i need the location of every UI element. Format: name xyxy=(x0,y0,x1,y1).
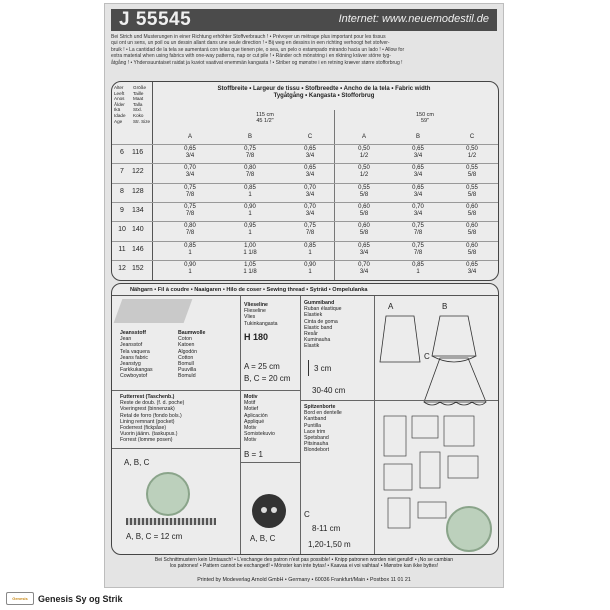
yardage-cell xyxy=(344,204,384,218)
yards-value: 1 xyxy=(248,230,252,237)
yardage-cell xyxy=(230,223,270,237)
printer-info: Printed by Modeverlag Arnold GmbH • Germany • 60036 Frankfurt/Main • Postbox 11 01 21 xyxy=(197,577,411,583)
yards-value: 5/8 xyxy=(359,230,369,237)
yards-value: 3/4 xyxy=(413,172,423,179)
yardage-cell xyxy=(452,204,492,218)
yardage-cell xyxy=(398,185,438,199)
meters-value: 0,80 xyxy=(244,165,256,172)
yards-value: 3/4 xyxy=(305,172,315,179)
motif-text: Somistekuvio xyxy=(244,431,275,438)
cotton-list xyxy=(178,330,205,380)
elastic-text: Cinta de goma xyxy=(304,318,338,325)
meters-value: 0,70 xyxy=(304,184,316,191)
motif-text: Motif xyxy=(244,400,256,407)
genesis-logo-icon: Genesis xyxy=(6,592,34,605)
cotton-name: Cotton xyxy=(178,354,194,361)
meters-value: 0,55 xyxy=(358,184,370,191)
size-value: 116 xyxy=(132,149,144,156)
interfacing-text: Vlies xyxy=(244,314,256,321)
yardage-cell xyxy=(398,204,438,218)
meters-value: 0,70 xyxy=(304,203,316,210)
notions-panel xyxy=(111,283,499,555)
intro-line: Bei Strich und Musterungen in einer Richtung erhöhter Stoffverbrauch ! • Prévoyer un métrage plus important pour les tissus xyxy=(111,34,386,40)
meters-value: 0,70 xyxy=(184,165,196,172)
yardage-cell xyxy=(170,185,210,199)
fabric-name: Jeans fabric xyxy=(120,354,148,361)
interfacing-text: Vlieseline xyxy=(244,302,268,308)
sewing-thread-title: Nähgarn • Fil à coudre • Naaigaren • Hilo de coser • Sewing thread • Syträd • Ompelulanka xyxy=(112,284,498,296)
meters-value: 0,50 xyxy=(358,165,370,172)
yardage-cell xyxy=(290,262,330,276)
lace-text: Spitzenborte xyxy=(304,404,336,410)
yardage-cell xyxy=(290,243,330,257)
meters-value: 0,65 xyxy=(358,242,370,249)
meters-value: 0,60 xyxy=(466,223,478,230)
yards-value: 1 xyxy=(308,249,312,256)
age-value: 10 xyxy=(118,226,126,234)
yards-value: 1 xyxy=(188,249,192,256)
cotton-name: Bomull xyxy=(178,361,194,368)
meters-value: 0,65 xyxy=(412,146,424,152)
yards-value: 1 1/8 xyxy=(243,268,257,275)
fabric-direction-note xyxy=(111,34,497,66)
meters-value: 0,65 xyxy=(412,184,424,191)
pattern-envelope-back xyxy=(104,3,504,588)
yards-value: 3/4 xyxy=(185,153,195,159)
meters-value: 0,90 xyxy=(184,261,196,268)
fabric-name: Jeansstoff xyxy=(120,330,146,336)
view-a-label: A xyxy=(388,302,394,311)
meters-value: 0,75 xyxy=(304,223,316,230)
size-value: 140 xyxy=(132,226,144,234)
yards-value: 5/8 xyxy=(467,172,477,179)
col-letter: C xyxy=(469,134,475,140)
elastic-text: Ruban élastique xyxy=(304,306,342,313)
fabric-name: Tela vaquera xyxy=(120,348,150,355)
fabric-name: Cowboystof xyxy=(120,373,148,380)
yardage-cell xyxy=(290,146,330,160)
size-value: 152 xyxy=(132,264,144,272)
meters-value: 0,60 xyxy=(466,242,478,249)
size-row xyxy=(112,221,498,241)
yards-value: 1 xyxy=(416,268,420,275)
view-b-label: B xyxy=(442,302,448,311)
interfacing-size-a: A = 25 cm xyxy=(244,362,280,371)
yards-value: 1/2 xyxy=(359,172,369,179)
divider xyxy=(374,400,498,401)
yards-value: 5/8 xyxy=(359,191,369,198)
divider xyxy=(240,390,300,391)
fabric-name: Farkkukangas xyxy=(120,367,153,374)
intro-line: åtgång ! • Yhdensuuntaiset raidat ja kuviot vaativat enemmän kangasta ! • Striber og mønstre i en retning kræver større stofforbrug ! xyxy=(111,59,403,66)
lace-length: 1,20-1,50 m xyxy=(308,540,351,549)
yards-value: 1 xyxy=(188,268,192,275)
meters-value: 0,60 xyxy=(358,203,370,210)
size-yardage-table xyxy=(111,81,499,281)
lining-remnant-list xyxy=(120,394,184,444)
meters-value: 0,75 xyxy=(244,146,256,152)
meters-value: 0,65 xyxy=(412,165,424,172)
meters-value: 0,60 xyxy=(466,203,478,210)
divider xyxy=(240,462,300,463)
yardage-cell xyxy=(344,185,384,199)
yards-value: 7/8 xyxy=(413,249,423,256)
yards-value: 1/2 xyxy=(467,153,477,159)
green-point-badge xyxy=(446,506,492,552)
motif-text: Aplicación xyxy=(244,412,268,419)
divider xyxy=(300,400,374,401)
lining-text: Reste de doub. (f. d. poche) xyxy=(120,400,185,407)
yards-value: 3/4 xyxy=(305,153,315,159)
fabric-name: Jean xyxy=(120,336,132,343)
meters-value: 0,65 xyxy=(184,146,196,152)
interfacing-list xyxy=(244,302,278,327)
yards-value: 7/8 xyxy=(185,191,195,198)
yardage-cell xyxy=(344,165,384,179)
yards-value: 7/8 xyxy=(185,230,195,237)
lining-text: Vuorin jäänn. (taskupus.) xyxy=(120,431,178,438)
fabric-width-title-2: Tygåtgång • Kangasta • Stofforbrug xyxy=(273,93,375,99)
yardage-cell xyxy=(452,165,492,179)
yardage-cell xyxy=(344,223,384,237)
meters-value: 0,70 xyxy=(412,203,424,210)
green-point-badge xyxy=(146,472,190,516)
lace-text: Puntilla xyxy=(304,422,322,429)
yards-value: 1/2 xyxy=(359,153,369,159)
yards-value: 3/4 xyxy=(413,210,423,217)
yardage-cell xyxy=(230,146,270,160)
elastic-list xyxy=(304,300,342,350)
skirt-sketches-icon xyxy=(374,310,498,410)
interfacing-code: H 180 xyxy=(244,332,269,342)
meters-value: 0,75 xyxy=(184,203,196,210)
yardage-cell xyxy=(230,185,270,199)
zipper-icon xyxy=(126,518,216,525)
yards-value: 7/8 xyxy=(245,172,255,179)
motif-qty: B = 1 xyxy=(244,450,263,459)
lace-text: Pitsinauha xyxy=(304,441,329,448)
size-header: Größe Taille Maat Talla Stxl. Koko Str. Size xyxy=(133,85,151,124)
meters-value: 0,75 xyxy=(184,184,196,191)
size-row xyxy=(112,163,498,183)
meters-value: 0,75 xyxy=(412,223,424,230)
cotton-name: Bomuld xyxy=(178,373,196,380)
size-value: 146 xyxy=(132,245,144,253)
yardage-cell xyxy=(290,204,330,218)
yards-value: 3/4 xyxy=(413,153,423,159)
intro-line: qui ont un sens, un poil ou un dessin allant dans une seule direction ! • Bij weg en dessins in een richting verhoogt het stofver- xyxy=(111,40,390,47)
yardage-cell xyxy=(170,223,210,237)
folded-fabric-icon xyxy=(114,299,193,323)
width-115-in: 45 1/2" xyxy=(256,118,274,124)
yards-value: 1 xyxy=(248,210,252,217)
yards-value: 7/8 xyxy=(245,153,255,159)
cotton-name: Coton xyxy=(178,336,192,343)
age-value: 8 xyxy=(120,187,124,195)
meters-value: 0,50 xyxy=(466,146,478,152)
cotton-name: Algodón xyxy=(178,348,198,355)
yards-value: 5/8 xyxy=(467,230,477,237)
yards-value: 7/8 xyxy=(185,210,195,217)
yardage-cell xyxy=(170,165,210,179)
yardage-cell xyxy=(452,223,492,237)
age-header: Alter Leeft Anos Ålder Ikä Idade Age xyxy=(114,85,126,124)
yardage-cell xyxy=(344,243,384,257)
motif-text: Appliqué xyxy=(244,418,265,425)
width-150-label xyxy=(380,112,470,124)
meters-value: 0,65 xyxy=(304,165,316,172)
width-115-label xyxy=(220,112,310,124)
elastic-text: Elastic band xyxy=(304,324,333,331)
zipper-size: A, B, C = 12 cm xyxy=(126,532,183,541)
yards-value: 5/8 xyxy=(467,210,477,217)
yards-value: 3/4 xyxy=(467,268,477,275)
meters-value: 0,55 xyxy=(466,184,478,191)
lace-text: Spetsband xyxy=(304,435,329,442)
col-letter: C xyxy=(307,134,313,140)
fabric-name: Jeansstof xyxy=(120,342,143,349)
yards-value: 5/8 xyxy=(467,249,477,256)
motif-text: Motiv xyxy=(244,394,258,400)
meters-value: 0,85 xyxy=(304,242,316,249)
meters-value: 0,90 xyxy=(304,261,316,268)
elastic-text: Resår xyxy=(304,331,318,338)
view-c-label: C xyxy=(424,352,430,361)
meters-value: 0,75 xyxy=(412,242,424,249)
interfacing-column xyxy=(240,296,301,554)
yards-value: 3/4 xyxy=(359,249,369,256)
size-value: 134 xyxy=(132,206,144,214)
elastic-length: 30-40 cm xyxy=(312,386,346,395)
lace-view: C xyxy=(304,510,310,519)
divider xyxy=(112,448,240,449)
cotton-name: Katoen xyxy=(178,342,195,349)
elastic-width-marker xyxy=(308,360,309,376)
yards-value: 1 xyxy=(308,268,312,275)
yardage-cell xyxy=(398,165,438,179)
elastic-text: Elastiek xyxy=(304,312,323,319)
size-value: 128 xyxy=(132,187,144,195)
yardage-cell xyxy=(230,165,270,179)
yardage-cell xyxy=(452,185,492,199)
meters-value: 0,70 xyxy=(358,261,370,268)
meters-value: 1,00 xyxy=(244,242,256,249)
lace-size: 8-11 cm xyxy=(312,524,341,533)
yardage-cell xyxy=(230,204,270,218)
meters-value: 0,85 xyxy=(412,261,424,268)
lace-text: Kantband xyxy=(304,416,327,423)
yards-value: 3/4 xyxy=(359,268,369,275)
pattern-code: J 55545 xyxy=(119,9,192,30)
yardage-cell xyxy=(344,262,384,276)
fabric-column xyxy=(112,296,241,554)
col-letter: B xyxy=(247,134,252,140)
intro-line: extra material when using fabrics with one-way patterns, nap or cut pile ! • Ränder och mönstring i en riktning kräver större tyg- xyxy=(111,53,391,60)
yards-value: 3/4 xyxy=(185,172,195,179)
yardage-cell xyxy=(398,262,438,276)
age-value: 7 xyxy=(120,168,124,176)
col-letter: A xyxy=(361,134,366,140)
yardage-cell xyxy=(398,223,438,237)
yardage-cell xyxy=(170,243,210,257)
col-letter: A xyxy=(187,134,192,140)
yards-value: 5/8 xyxy=(359,210,369,217)
intro-line: bruik ! • La cantidad de la tela se aumentará con telas que tienen pie, o sea, un pelo o estampado mirando hacia un lado ! • Allow for xyxy=(111,46,405,53)
interfacing-size-bc: B, C = 20 cm xyxy=(244,374,291,383)
store-name: Genesis Sy og Strik xyxy=(38,593,123,604)
motif-text: Motief xyxy=(244,406,259,413)
size-row xyxy=(112,202,498,222)
meters-value: 0,50 xyxy=(358,146,370,152)
meters-value: 0,95 xyxy=(244,223,256,230)
cotton-name: Baumwolle xyxy=(178,330,206,336)
button-views: A, B, C xyxy=(250,534,276,543)
yardage-cell xyxy=(290,185,330,199)
no-exchange-note xyxy=(111,557,497,569)
elastic-column xyxy=(300,296,375,554)
zipper-views: A, B, C xyxy=(124,458,150,467)
size-row xyxy=(112,260,498,280)
meters-value: 0,80 xyxy=(184,223,196,230)
age-value: 12 xyxy=(118,264,126,272)
meters-value: 0,85 xyxy=(244,184,256,191)
lining-text: Voeringrest (binnenzak) xyxy=(120,406,175,413)
denim-fabric-list xyxy=(120,330,153,380)
footer-line: los patrones! • Pattern cannot be exchanged! • Mönster kan inte bytas! • Kaavaa ei voi vaihtaa! • Mønstre kan ikke byttes! xyxy=(169,563,439,569)
internet-address: Internet: www.neuemodestil.de xyxy=(338,13,489,25)
lining-text: Retal de forro (fondo bols.) xyxy=(120,412,182,419)
yardage-cell xyxy=(170,262,210,276)
lace-text: Bord en dentelle xyxy=(304,410,342,417)
yardage-cell xyxy=(452,146,492,160)
elastic-text: Kuminauha xyxy=(304,337,331,344)
yards-value: 3/4 xyxy=(305,191,315,198)
yards-value: 7/8 xyxy=(305,230,315,237)
yardage-cell xyxy=(398,146,438,160)
age-value: 6 xyxy=(120,149,124,156)
meters-value: 0,60 xyxy=(358,223,370,230)
yardage-cell xyxy=(170,204,210,218)
yardage-cell xyxy=(452,262,492,276)
cotton-name: Puuvilla xyxy=(178,367,197,374)
meters-value: 1,05 xyxy=(244,261,256,268)
yards-value: 3/4 xyxy=(413,191,423,198)
fabric-width-header xyxy=(154,86,494,100)
interfacing-text: Tukinkangasta xyxy=(244,320,278,327)
store-brand xyxy=(6,592,123,605)
size-value: 122 xyxy=(132,168,144,176)
lace-text: Blondebort xyxy=(304,447,330,454)
width-150-cm: 150 cm xyxy=(415,112,435,118)
age-value: 9 xyxy=(120,206,124,214)
lace-text: Lace trim xyxy=(304,428,326,435)
header-bar xyxy=(111,9,497,31)
yardage-cell xyxy=(290,165,330,179)
size-row xyxy=(112,183,498,203)
yardage-cell xyxy=(344,146,384,160)
age-size-header xyxy=(114,85,152,124)
views-column xyxy=(374,296,498,554)
lining-text: Forrest (lomme posen) xyxy=(120,437,173,444)
width-150-in: 59" xyxy=(420,118,430,124)
yardage-cell xyxy=(230,243,270,257)
yards-value: 5/8 xyxy=(467,191,477,198)
elastic-text: Gummiband xyxy=(304,300,335,306)
meters-value: 0,55 xyxy=(466,165,478,172)
yardage-cell xyxy=(230,262,270,276)
motif-text: Motiv xyxy=(244,425,257,432)
yards-value: 1 1/8 xyxy=(243,249,257,256)
meters-value: 0,85 xyxy=(184,242,196,249)
yardage-cell xyxy=(290,223,330,237)
meters-value: 0,65 xyxy=(304,146,316,152)
footer-line: Bei Schnittmustern kein Umtausch! • L'exchange des patron n'est pas possible! • Knipp patronen worden niet geruild! • ¡No se cambian xyxy=(154,557,454,563)
size-row xyxy=(112,241,498,261)
motif-list xyxy=(244,394,275,444)
age-value: 11 xyxy=(118,245,126,253)
yardage-cell xyxy=(170,146,210,160)
col-letter: B xyxy=(415,134,420,140)
yards-value: 3/4 xyxy=(305,210,315,217)
width-115-cm: 115 cm xyxy=(256,112,274,118)
button-icon xyxy=(252,494,286,528)
yardage-cell xyxy=(452,243,492,257)
lace-list xyxy=(304,404,342,454)
fabric-width-title: Stoffbreite • Largeur de tissu • Stofbreedte • Ancho de la tela • Fabric width xyxy=(217,86,431,92)
lining-text: Futterrest (Taschenb.) xyxy=(120,394,175,400)
motif-text: Motiv xyxy=(244,437,257,444)
yards-value: 1 xyxy=(248,191,252,198)
yardage-cell xyxy=(398,243,438,257)
lining-text: Lining remnant (pocket) xyxy=(120,418,175,425)
elastic-text: Elastik xyxy=(304,343,320,350)
size-row xyxy=(112,144,498,164)
fabric-name: Jeanstyg xyxy=(120,361,141,368)
meters-value: 0,90 xyxy=(244,203,256,210)
interfacing-text: Flieseline xyxy=(244,308,266,315)
yards-value: 7/8 xyxy=(413,230,423,237)
divider xyxy=(112,390,240,391)
meters-value: 0,65 xyxy=(466,261,478,268)
elastic-size: 3 cm xyxy=(314,364,332,373)
lining-text: Foderrest (fickpåse) xyxy=(120,425,167,432)
